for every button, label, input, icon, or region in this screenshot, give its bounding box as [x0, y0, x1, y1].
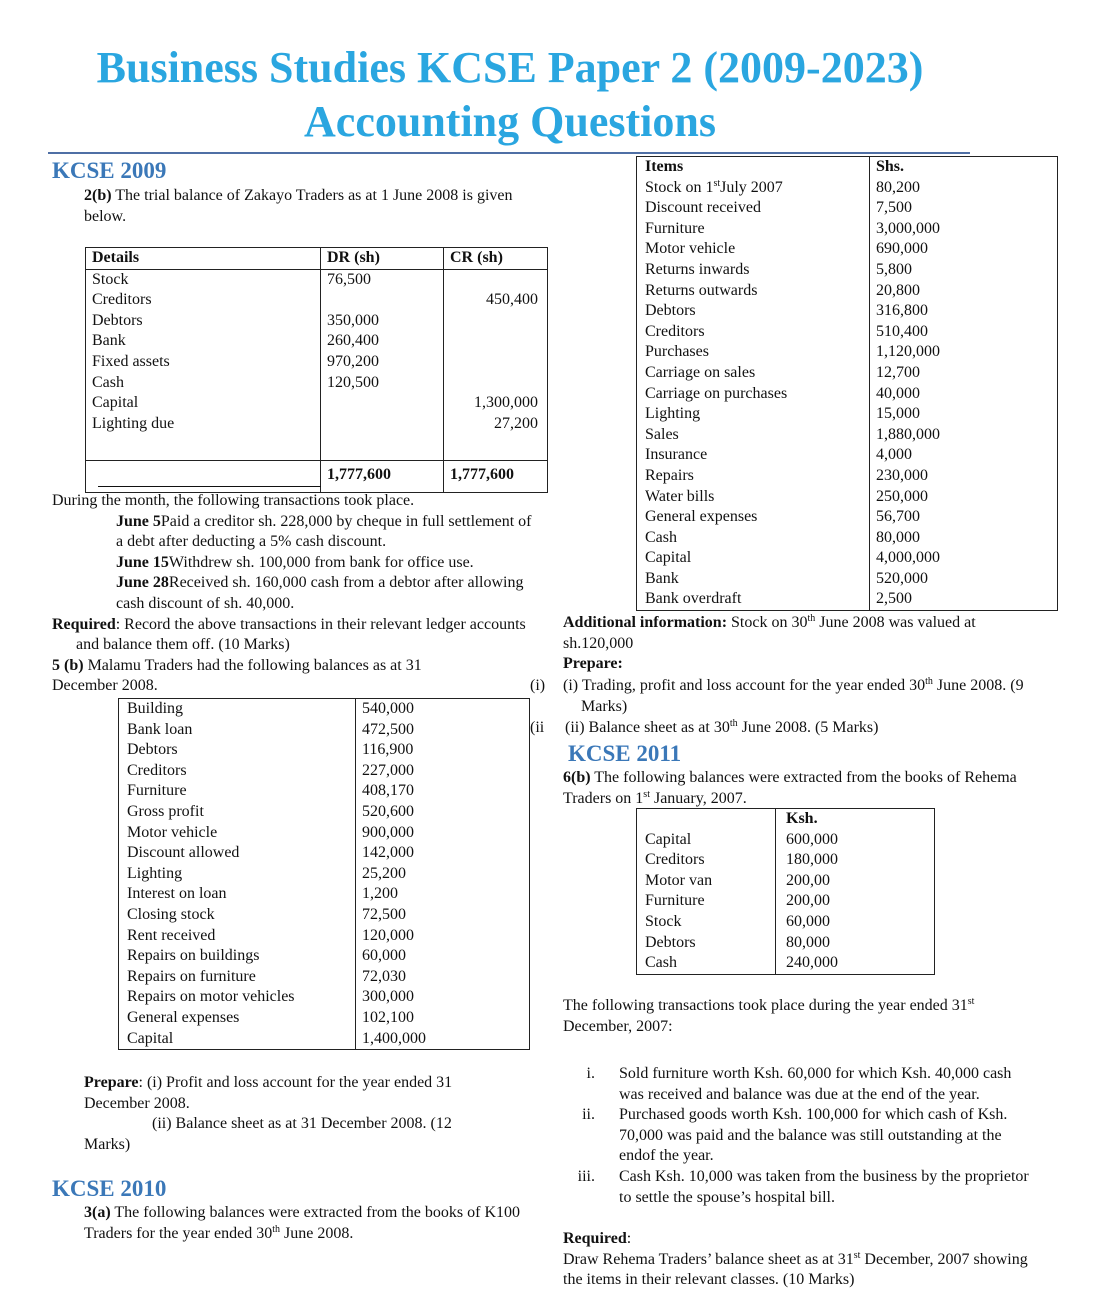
header-shs: Shs. [870, 157, 1058, 178]
table-header-row [637, 809, 935, 830]
item-label: Cash [645, 528, 677, 546]
row-amount: 20,800 [870, 281, 1058, 302]
row-item [637, 589, 870, 610]
item-label: Debtors [645, 302, 696, 320]
table-row [86, 331, 548, 352]
row-amount: 102,100 [356, 1008, 530, 1029]
superscript: th [807, 613, 816, 624]
table-row [119, 699, 530, 720]
item-label-end: July 2007 [720, 178, 783, 196]
header-dr: DR (sh) [321, 248, 444, 270]
row-item: Closing stock [127, 905, 215, 923]
row-item: Discount allowed [127, 844, 240, 862]
transaction-text: Withdrew sh. 100,000 from bank for office use. [168, 553, 474, 571]
row-item: Debtors [127, 741, 178, 759]
transaction-text: Paid a creditor sh. 228,000 by cheque in full settlement of a debt after deducting a 5% cash discount. [116, 512, 532, 551]
row-detail: Lighting due [92, 414, 175, 432]
table-row [637, 528, 1058, 549]
total-row [86, 461, 548, 493]
row-amount: 116,900 [356, 740, 530, 761]
table-cell [321, 434, 444, 461]
row-item [637, 342, 870, 363]
table-row [637, 260, 1058, 281]
row-item: Debtors [645, 933, 696, 951]
heading-kcse-2011: KCSE 2011 [568, 741, 682, 766]
additional-info [563, 613, 1043, 654]
table-row [86, 373, 548, 394]
q6b-text-end: January, 2007. [649, 789, 747, 807]
table-row [637, 322, 1058, 343]
date-june-28: June 28 [116, 574, 169, 592]
row-amount: 1,200 [356, 884, 530, 905]
required-text [52, 615, 537, 656]
row-item [637, 425, 870, 446]
row-item: Furniture [645, 892, 705, 910]
table-row [637, 871, 935, 892]
table-row [119, 781, 530, 802]
row-amount: 200,00 [776, 871, 935, 892]
item-label: Carriage on sales [645, 363, 756, 381]
table-row [119, 967, 530, 988]
row-cr [444, 269, 548, 290]
table-row [119, 802, 530, 823]
transaction-june-28 [52, 573, 537, 614]
row-dr [321, 290, 444, 311]
row-amount: 40,000 [870, 384, 1058, 405]
row-detail: Cash [92, 373, 124, 391]
row-item [637, 363, 870, 384]
table-row [637, 912, 935, 933]
table-row [637, 891, 935, 912]
row-detail: Fixed assets [92, 352, 170, 370]
row-dr: 260,400 [321, 331, 444, 352]
row-item [637, 301, 870, 322]
row-item: Capital [127, 1029, 174, 1047]
row-amount: 120,000 [356, 926, 530, 947]
row-item [637, 384, 870, 405]
prepare-label-2010 [563, 654, 1043, 675]
item-label: Sales [645, 425, 679, 443]
row-cr [444, 352, 548, 373]
row-amount: 2,500 [870, 589, 1058, 610]
item-label: Capital [645, 549, 692, 567]
row-item: Cash [645, 954, 677, 972]
table-row [637, 342, 1058, 363]
row-item: Repairs on buildings [127, 947, 260, 965]
item-label: Bank overdraft [645, 590, 742, 608]
row-item [637, 198, 870, 219]
row-item: Motor vehicle [127, 823, 218, 841]
row-amount: 5,800 [870, 260, 1058, 281]
q2b-number: 2(b) [84, 187, 112, 204]
superscript: st [643, 788, 650, 800]
list-number: i. [586, 1065, 595, 1082]
table-cell [637, 809, 776, 830]
table-header-row [86, 248, 548, 270]
row-amount: 3,000,000 [870, 219, 1058, 240]
row-amount: 80,000 [776, 933, 935, 954]
row-item: Building [127, 700, 184, 717]
table-row [637, 548, 1058, 569]
superscript: st [713, 177, 721, 189]
row-amount: 60,000 [776, 912, 935, 933]
row-item [637, 260, 870, 281]
row-amount: 1,400,000 [356, 1029, 530, 1050]
row-item: Repairs on furniture [127, 967, 256, 985]
additional-info-text: Stock on 30 [727, 614, 808, 631]
row-item [637, 322, 870, 343]
prepare-2010-i [563, 676, 1033, 717]
q2b-transactions [52, 491, 537, 697]
table-row [86, 352, 548, 373]
item-label: Insurance [645, 446, 708, 464]
table-row [637, 384, 1058, 405]
trial-balance-table [85, 247, 548, 493]
row-amount: 60,000 [356, 946, 530, 967]
table-row [86, 311, 548, 332]
row-amount: 316,800 [870, 301, 1058, 322]
prepare-ii-text-end: June 2008. (5 Marks) [737, 719, 879, 736]
row-item [637, 239, 870, 260]
q5b-text: Malamu Traders had the following balances as at 31 December 2008. [52, 656, 422, 695]
table-row [119, 720, 530, 741]
q6b-text: The following balances were extracted from the books of Rehema Traders on 1 [563, 769, 1017, 807]
page-title: Business Studies KCSE Paper 2 (2009-2023) [96, 43, 924, 92]
transactions-list [555, 1064, 1035, 1208]
superscript: th [729, 718, 738, 729]
row-amount: 25,200 [356, 864, 530, 885]
table-header-row [637, 157, 1058, 178]
row-amount: 72,500 [356, 905, 530, 926]
table-row [119, 843, 530, 864]
total-cr: 1,777,600 [444, 461, 548, 493]
table-row [119, 864, 530, 885]
list-text: Purchased goods worth Ksh. 100,000 for which cash of Ksh. 70,000 was paid and the balance was still outstanding at the endof the year. [619, 1106, 1008, 1165]
heading-kcse-2010: KCSE 2010 [52, 1176, 167, 1201]
q2b-intro [84, 186, 534, 227]
heading-kcse-2009: KCSE 2009 [52, 158, 167, 183]
row-item: Motor van [645, 871, 713, 889]
row-cr: 1,300,000 [444, 393, 548, 414]
row-amount: 1,880,000 [870, 425, 1058, 446]
k100-additional-info [563, 613, 1043, 675]
table-row [637, 466, 1058, 487]
row-detail: Capital [92, 394, 139, 412]
table-row [637, 953, 935, 974]
row-amount: 300,000 [356, 987, 530, 1008]
row-amount: 142,000 [356, 843, 530, 864]
required-2011 [563, 1229, 1033, 1291]
superscript: st [853, 1249, 861, 1261]
prepare-i [84, 1073, 514, 1114]
required-label: Required [52, 615, 116, 633]
table-row [119, 823, 530, 844]
row-item [637, 445, 870, 466]
item-label: Lighting [645, 405, 701, 423]
item-label: Bank [645, 569, 679, 587]
row-item: Creditors [645, 851, 705, 869]
list-text: Cash Ksh. 10,000 was taken from the business by the proprietor to settle the spouse’s hospital bill. [619, 1167, 1029, 1206]
row-item [637, 281, 870, 302]
row-item: Stock [645, 912, 682, 930]
header-cr: CR (sh) [444, 248, 548, 270]
row-amount: 230,000 [870, 466, 1058, 487]
q3a-text: The following balances were extracted from the books of K100 Traders for the year ended 30 [84, 1204, 521, 1242]
superscript: st [967, 996, 975, 1007]
table-row [119, 926, 530, 947]
row-item: General expenses [127, 1008, 240, 1026]
item-label: Returns outwards [645, 281, 758, 299]
row-dr: 120,500 [321, 373, 444, 394]
additional-info-label: Additional information: [563, 614, 728, 631]
list-item [555, 1167, 1035, 1208]
title-divider [48, 152, 970, 154]
row-dr [321, 393, 444, 414]
row-item: Capital [645, 830, 692, 848]
row-dr: 970,200 [321, 352, 444, 373]
header-details: Details [92, 249, 140, 266]
row-cr [444, 311, 548, 332]
required-body: : Record the above transactions in their relevant ledger accounts and balance them off. (10 Marks) [76, 615, 526, 654]
row-detail: Stock [92, 270, 129, 288]
q3a-number: 3(a) [84, 1204, 111, 1221]
row-amount: 520,600 [356, 802, 530, 823]
item-label: Discount received [645, 199, 761, 217]
row-amount: 15,000 [870, 404, 1058, 425]
table-row [119, 905, 530, 926]
row-item: Creditors [127, 761, 187, 779]
row-amount: 600,000 [776, 830, 935, 851]
table-row [637, 281, 1058, 302]
row-dr: 350,000 [321, 311, 444, 332]
row-item [637, 404, 870, 425]
table-row [637, 933, 935, 954]
table-row [637, 569, 1058, 590]
list-number: ii. [582, 1106, 595, 1124]
row-amount: 80,200 [870, 178, 1058, 199]
row-amount: 12,700 [870, 363, 1058, 384]
row-amount: 690,000 [870, 239, 1058, 260]
row-detail: Creditors [92, 291, 152, 309]
row-amount: 7,500 [870, 198, 1058, 219]
trans-intro-text-end: December, 2007: [563, 1017, 673, 1035]
row-amount: 520,000 [870, 569, 1058, 590]
row-item: Interest on loan [127, 885, 227, 903]
table-row [637, 830, 935, 851]
date-june-15: June 15 [116, 553, 169, 571]
table-cell [86, 461, 321, 493]
q3a-text-end: June 2008. [280, 1224, 354, 1242]
prepare-i-text-end: June 2008. (9 Marks) [581, 677, 1024, 715]
header-items: Items [645, 158, 684, 175]
prepare-ii-text: (ii) Balance sheet as at 30 [565, 719, 730, 736]
total-underline [98, 486, 321, 487]
row-detail: Debtors [92, 311, 143, 329]
total-dr: 1,777,600 [321, 461, 444, 493]
q5b-number: 5 (b) [52, 656, 84, 674]
trans-intro-text: The following transactions took place during the year ended 31 [563, 997, 968, 1014]
q6b-number: 6(b) [563, 769, 591, 786]
prepare-label: Prepare: [563, 655, 623, 673]
item-label: Water bills [645, 487, 715, 505]
prepare-i-text: (i) Trading, profit and loss account for the year ended 30 [563, 677, 926, 694]
row-cr [444, 331, 548, 352]
prepare-2010-ii [565, 718, 1035, 739]
row-amount: 4,000,000 [870, 548, 1058, 569]
table-row [119, 946, 530, 967]
transaction-june-15 [52, 553, 537, 574]
table-row [637, 425, 1058, 446]
row-amount: 72,030 [356, 967, 530, 988]
superscript: th [925, 676, 933, 687]
table-row [119, 884, 530, 905]
table-row [119, 740, 530, 761]
prepare-ii: (ii) Balance sheet as at 31 December 2008. (12 [152, 1115, 452, 1133]
item-label: Motor vehicle [645, 240, 736, 258]
q2b-text: The trial balance of Zakayo Traders as at 1 June 2008 is given below. [84, 187, 513, 225]
row-dr: 76,500 [321, 269, 444, 290]
required-label: Required [563, 1230, 627, 1247]
row-item: Lighting [127, 864, 183, 882]
row-amount: 180,000 [776, 850, 935, 871]
item-label: General expenses [645, 508, 758, 526]
trans-intro [563, 996, 1033, 1037]
item-label: Purchases [645, 343, 709, 361]
table-row [86, 290, 548, 311]
table-row [86, 414, 548, 435]
row-item: Repairs on motor vehicles [127, 988, 295, 1006]
table-cell [444, 434, 548, 461]
table-row [637, 507, 1058, 528]
transaction-text: Received sh. 160,000 cash from a debtor after allowing cash discount of sh. 40,000. [116, 574, 524, 612]
prepare-marks: Marks) [84, 1135, 131, 1153]
row-item [637, 507, 870, 528]
table-row [637, 178, 1058, 199]
item-label: Stock on 1 [645, 178, 714, 196]
item-label: Carriage on purchases [645, 384, 788, 402]
row-item: Furniture [127, 782, 187, 800]
rehema-balances-table [636, 808, 935, 975]
row-cr [444, 373, 548, 394]
k100-items-table [636, 156, 1058, 611]
table-row [119, 761, 530, 782]
page-subtitle: Accounting Questions [304, 97, 716, 146]
prepare-label: Prepare [84, 1074, 139, 1091]
row-item [637, 528, 870, 549]
table-row [86, 269, 548, 290]
q5b-prepare [84, 1073, 514, 1155]
table-row [637, 239, 1058, 260]
row-cr: 27,200 [444, 414, 548, 435]
item-label: Repairs [645, 466, 694, 484]
q3a-intro [84, 1203, 544, 1244]
during-text: During the month, the following transactions took place. [52, 492, 415, 509]
row-item [637, 569, 870, 590]
required-text: Draw Rehema Traders’ balance sheet as at 31 [563, 1250, 854, 1268]
transaction-june-5 [52, 512, 537, 553]
row-item [637, 466, 870, 487]
row-item [637, 487, 870, 508]
row-amount: 4,000 [870, 445, 1058, 466]
row-item: Gross profit [127, 802, 204, 820]
malamu-balances-table [118, 698, 530, 1050]
row-amount: 250,000 [870, 487, 1058, 508]
required-text-end: December, 2007 showing the items in their relevant classes. (10 Marks) [563, 1250, 1028, 1289]
q5b-intro [52, 656, 482, 697]
row-amount: 56,700 [870, 507, 1058, 528]
table-row [86, 434, 548, 461]
row-cr: 450,400 [444, 290, 548, 311]
row-amount: 227,000 [356, 761, 530, 782]
row-amount: 510,400 [870, 322, 1058, 343]
required-colon: : [626, 1230, 632, 1247]
date-june-5: June 5 [116, 512, 161, 530]
row-dr [321, 414, 444, 435]
row-amount: 408,170 [356, 781, 530, 802]
table-row [637, 363, 1058, 384]
row-amount: 900,000 [356, 823, 530, 844]
table-row [637, 404, 1058, 425]
list-text: Sold furniture worth Ksh. 60,000 for which Ksh. 40,000 cash was received and balance was due at the end of the year. [619, 1065, 1012, 1103]
table-row [637, 198, 1058, 219]
row-amount: 80,000 [870, 528, 1058, 549]
header-ksh: Ksh. [776, 809, 935, 830]
row-amount: 200,00 [776, 891, 935, 912]
row-item: Rent received [127, 926, 216, 944]
table-row [119, 987, 530, 1008]
list-item [555, 1064, 1035, 1105]
table-row [86, 393, 548, 414]
row-detail: Bank [92, 332, 126, 350]
q6b-intro [563, 768, 1033, 809]
table-row [119, 1008, 530, 1029]
row-amount: 472,500 [356, 720, 530, 741]
table-row [637, 445, 1058, 466]
table-row [637, 589, 1058, 610]
table-row [637, 219, 1058, 240]
row-amount: 240,000 [776, 953, 935, 974]
list-item [555, 1105, 1035, 1167]
additional-info-text-end: June 2008 was valued at sh.120,000 [563, 614, 976, 652]
row-item [637, 548, 870, 569]
table-row [637, 301, 1058, 322]
row-amount: 540,000 [356, 699, 530, 720]
table-cell [86, 434, 321, 461]
item-label: Furniture [645, 219, 705, 237]
list-marker-ii: (ii [530, 719, 545, 736]
item-label: Creditors [645, 322, 705, 340]
list-number: iii. [577, 1167, 595, 1185]
table-row [119, 1029, 530, 1050]
list-marker-i: (i) [530, 677, 546, 694]
row-item [637, 178, 870, 199]
table-row [637, 487, 1058, 508]
row-amount: 1,120,000 [870, 342, 1058, 363]
row-item: Bank loan [127, 720, 193, 738]
row-item [637, 219, 870, 240]
prepare-i-text: : (i) Profit and loss account for the year ended 31 December 2008. [84, 1074, 453, 1112]
superscript: th [272, 1223, 281, 1235]
item-label: Returns inwards [645, 260, 750, 278]
table-row [637, 850, 935, 871]
